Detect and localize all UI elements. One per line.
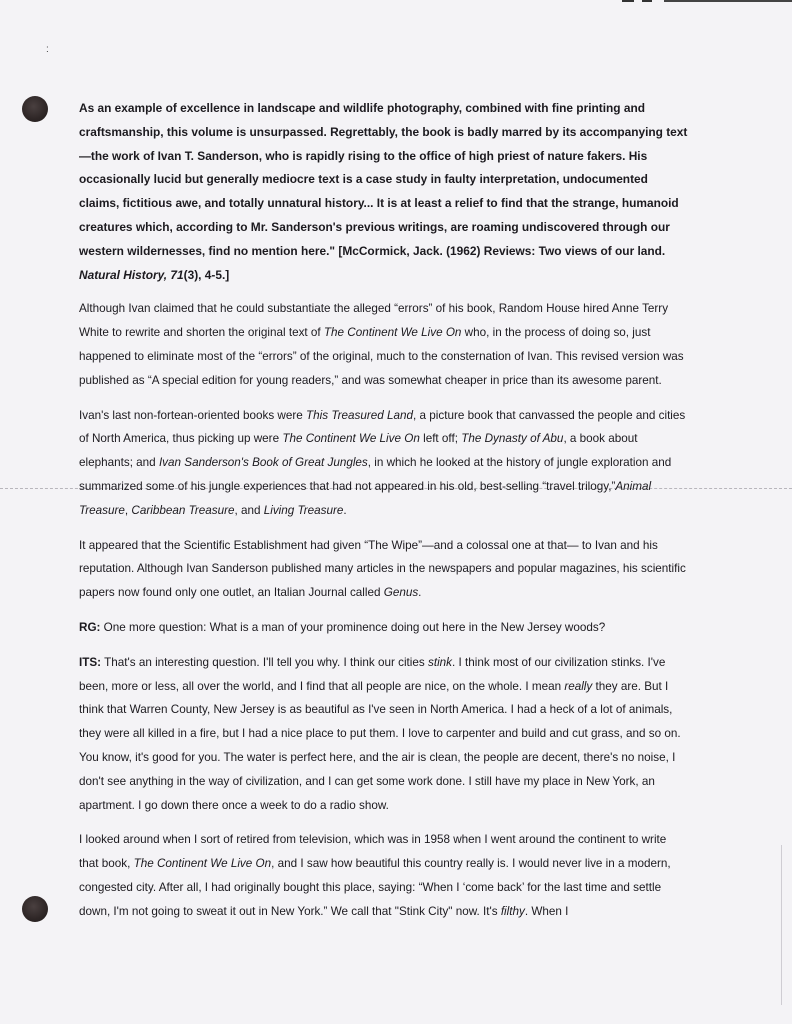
stray-mark: : [46,44,49,55]
italic-text: Animal Treasure [79,479,652,517]
paper-edge [781,845,782,1005]
italic-text: The Continent We Live On [133,857,272,871]
text-span: they are. But I think that Warren County, New Jersey is as beautiful as I've seen in North America. I had a heck of a lot of animals, they were all killed in a fire, but I had a nice place to put them. I love to carpenter and build and cut grass, and so on. You know, it's good for you. The water is perfect here, and the air is clean, the people are decent, there's no noise, I don't see anything in the way of civilization, and I can get some work done. I still have my place in New York, an apartment. I go down there once a week to do a radio show. [79,679,681,812]
text-span: . When I [524,904,569,918]
text-span: . [418,586,422,600]
body-paragraph [79,651,689,818]
speaker-label: ITS: [79,655,102,669]
italic-text: This Treasured Land [306,408,414,422]
text-span: It appeared that the Scientific Establishment had given “The Wipe”—and a colossal one at that— to Ivan and his reputation. Although Ivan Sanderson published many articles in the newspapers and popular magazines, his scientific papers now found only one outlet, an Italian Journal called [79,538,686,600]
text-span: , a picture book that canvassed the people and cities of North America, thus picking up were [79,408,686,446]
text-span: That's an interesting question. I'll tell you why. I think our cities [101,655,428,669]
text-span: One more question: What is a man of your prominence doing out here in the New Jersey woods? [100,620,606,634]
body-paragraph [79,404,689,523]
italic-text: Caribbean Treasure [131,503,235,517]
body-paragraph [79,534,689,605]
text-span: . I think most of our civilization stinks. I've been, more or less, all over the world, and I find that all people are nice, on the whole. I mean [79,655,666,693]
text-span: , and I saw how beautiful this country really is. I would never live in a modern, congested city. After all, I had originally bought this place, saying: “When I ‘come back’ for the last time and settle down, I'm not going to sweat it out in New York.” We call that "Stink City" now. It's [79,857,671,918]
text-span: , [124,503,132,517]
text-span: As an example of excellence in landscape and wildlife photography, combined with fine printing and craftsmanship, this volume is unsurpassed. Regrettably, the book is badly marred by its accompanying text—the work of Ivan T. Sanderson, who is rapidly rising to the office of high priest of nature fakers. His occasionally lucid but generally mediocre text is a case study in faulty interpretation, undocumented claims, fictitious awe, and totally unnatural history... It is at least a relief to find that the strange, humanoid creatures which, according to Mr. Sanderson's previous writings, are roaming undiscovered through our western wildernesses, find no mention here." [McCormick, Jack. (1962) Reviews: Two views of our land. [79,101,688,258]
text-span: , and [234,503,264,517]
text-span: who, in the process of doing so, just happened to eliminate most of the “errors” of the original, much to the consternation of Ivan. This revised version was published as “A special edition for young readers,” and was somewhat cheaper in price than its awesome parent. [79,326,684,387]
text-span: Ivan's last non-fortean-oriented books were [79,408,307,422]
text-span: . [343,503,347,517]
text-span: (3), 4-5.] [183,267,230,282]
top-edge-mark [664,0,792,2]
text-span: left off; [419,432,462,446]
top-edge-mark [622,0,634,2]
italic-text: Ivan Sanderson's Book of Great Jungles [158,456,368,470]
italic-text: filthy [500,904,525,918]
body-paragraph [79,297,689,392]
italic-text: The Continent We Live On [282,432,420,446]
text-span: I looked around when I sort of retired from television, which was in 1958 when I went around the continent to write that book, [79,833,667,871]
italic-text: Genus [383,586,419,600]
italic-text: The Dynasty of Abu [461,432,564,446]
text-span: , in which he looked at the history of jungle exploration and summarized some of his jungle experiences that had not appeared in his old, best-selling “travel trilogy,” [79,456,672,493]
punch-hole-bottom [22,896,48,922]
italic-text: stink [427,655,453,669]
document-body [79,97,689,935]
top-edge-mark [642,0,652,2]
italic-text: Natural History, 71 [79,267,184,282]
italic-text: really [564,679,593,693]
italic-text: The Continent We Live On [323,326,462,340]
speaker-label: RG: [79,620,101,634]
punch-hole-top [22,96,48,122]
text-span: , a book about elephants; and [79,432,638,470]
review-quote-paragraph [79,97,689,287]
body-paragraph [79,828,689,923]
text-span: Although Ivan claimed that he could substantiate the alleged “errors” of his book, Random House hired Anne Terry White to rewrite and shorten the original text of [79,302,669,340]
italic-text: Living Treasure [263,503,344,517]
body-paragraph [79,616,689,640]
